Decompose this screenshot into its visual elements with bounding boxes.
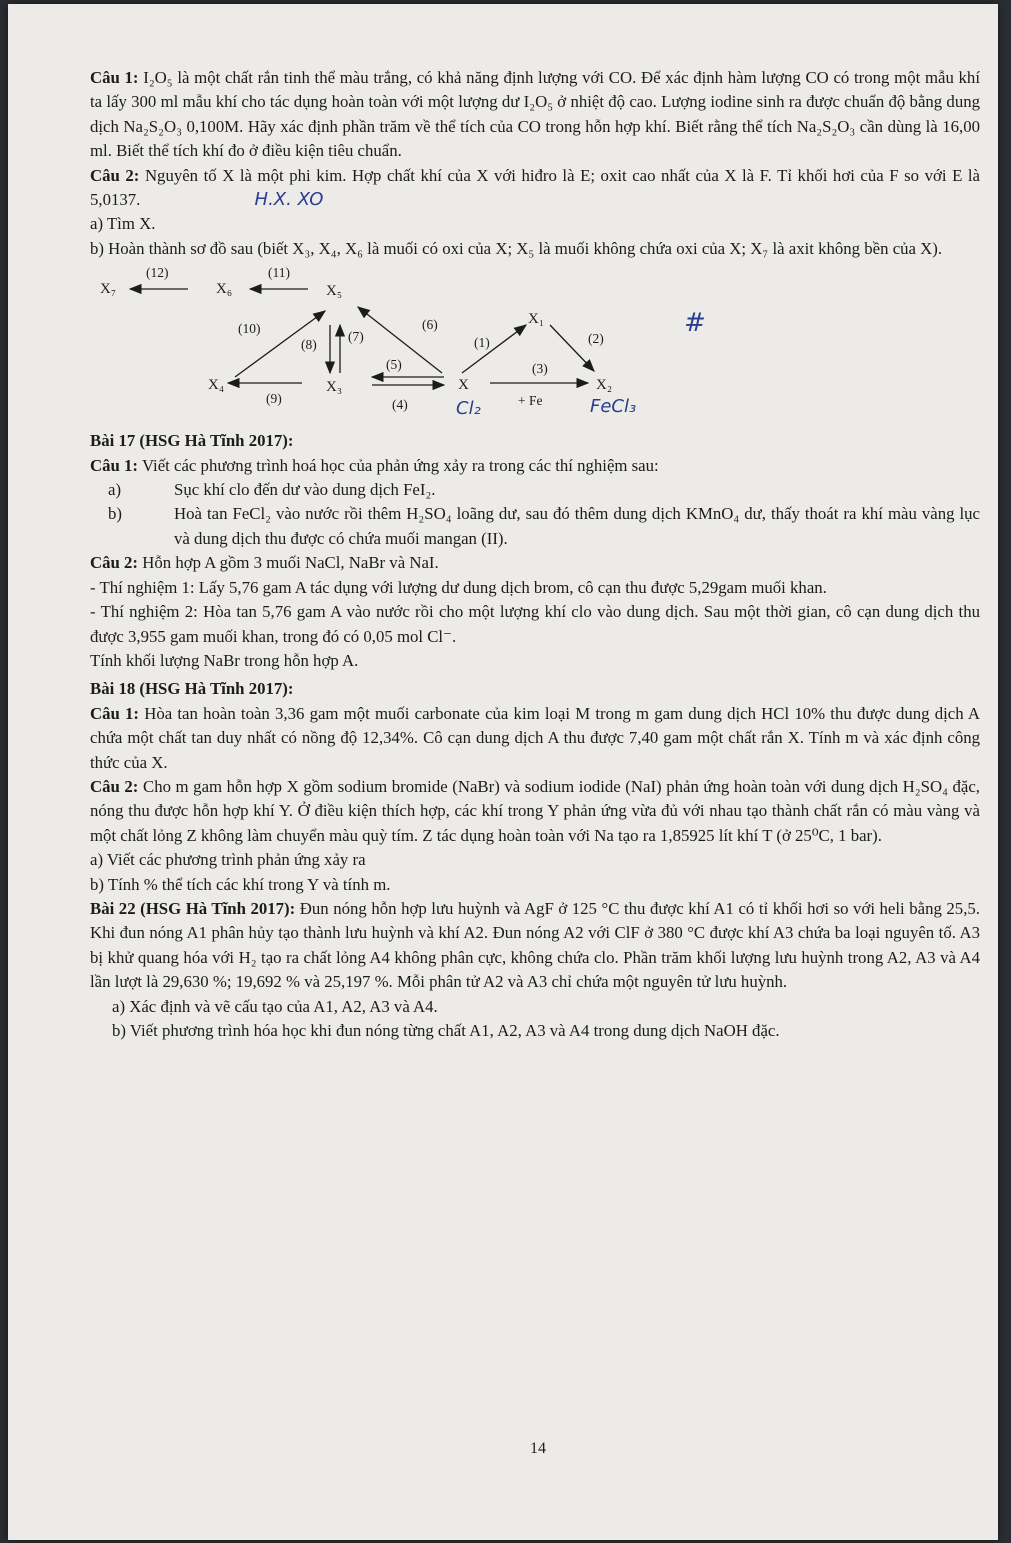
step-6: (6) [422,317,438,333]
step-4: (4) [392,397,408,413]
bai17-experiment-1: - Thí nghiệm 1: Lấy 5,76 gam A tác dụng với lượng dư dung dịch brom, cô cạn thu được 5,29gam muối khan. [90,577,827,597]
bai22-paragraph [90,897,980,995]
bai17-cau2-text: Hỗn hợp A gồm 3 muối NaCl, NaBr và NaI. [142,553,439,573]
step-5: (5) [386,357,402,373]
bai18-cau2 [90,775,980,848]
bai17-cau1-label: Câu 1: [90,455,139,475]
cau1-label: Câu 1: [90,68,139,87]
step-11: (11) [268,265,290,281]
bai18-cau1-text: Hòa tan hoàn toàn 3,36 gam một muối carbonate của kim loại M trong m gam dung dịch HCl 10% thu được dung dịch A chứa một chất tan duy nhất có nồng độ 12,34%. Cô cạn dung dịch A thu được 7,40 gam một chất rắn X. Tính m và xác định công thức của X. [90,703,980,772]
step-2: (2) [588,331,604,347]
node-x3: X₃ [326,379,343,396]
bai17-title: Bài 17 (HSG Hà Tĩnh 2017): [90,431,294,451]
bai17-experiment-2: - Thí nghiệm 2: Hòa tan 5,76 gam A vào nước rồi cho một lượng khí clo vào dung dịch. Sau một thời gian, cô cạn dung dịch thu được 3,955 gam muối khan, trong đó có 0,05 mol Cl⁻. [90,602,980,646]
node-x2: X₂ [596,377,613,394]
bai18-cau1-label: Câu 1: [90,703,140,723]
bai17-cau2-label: Câu 2: [90,553,139,573]
handwritten-fecl3: FeCl₃ [590,396,637,418]
bai18-cau2-label: Câu 2: [90,776,139,796]
bai22-part-a: a) Xác định và vẽ cấu tạo của A1, A2, A3 và A4. [112,996,438,1016]
bai17-cau1-text: Viết các phương trình hoá học của phản ứng xảy ra trong các thí nghiệm sau: [141,455,659,475]
bai22-part-b: b) Viết phương trình hóa học khi đun nóng từng chất A1, A2, A3 và A4 trong dung dịch NaOH đặc. [112,1021,780,1040]
handwritten-hash: # [684,308,706,339]
item-label: b) [108,504,122,524]
handwritten-cl2: Cl₂ [456,398,481,420]
cau2-part-b: b) Hoàn thành sơ đồ sau (biết X₃, X₄, X₆ là muối có oxi của X; X₅ là muối không chứa oxi của X; X₇ là axit không bền của X). [90,238,943,258]
node-x: X [458,377,469,394]
step-12: (12) [146,265,169,281]
cau2-paragraph [90,164,980,213]
node-x7: X₇ [100,281,117,298]
node-x4: X₄ [208,377,225,394]
step-7: (7) [348,329,364,345]
bai18-cau1 [90,702,980,775]
cau2-part-a: a) Tìm X. [90,214,156,234]
bai17-cau1 [90,454,980,478]
document-page [8,4,998,1540]
node-x1: X₁ [528,311,545,328]
item-text: Hoà tan FeCl₂ vào nước rồi thêm H₂SO₄ loãng dư, sau đó thêm dung dịch KMnO₄ dư, thấy thoát ra khí màu vàng lục và dung dịch thu được có chứa muối mangan (II). [174,504,980,548]
step-3: (3) [532,361,548,377]
step-1: (1) [474,335,490,351]
step-8: (8) [301,337,317,353]
item-label: a) [108,480,122,500]
bai22-text: Đun nóng hỗn hợp lưu huỳnh và AgF ở 125 °C thu được khí A1 có tỉ khối hơi so với heli bằng 25,5. Khi đun nóng A1 phân hủy tạo thành lưu huỳnh và khí A2. Đun nóng A2 với ClF ở 380 °C được khí A3 chứa ba loại nguyên tố. A3 bị khử quang hóa với H₂ tạo ra chất lỏng A4 không phân cực, không chứa clo. Phần trăm khối lượng lưu huỳnh trong A2, A3 và A4 lần lượt là 29,630 %; 19,692 % và 25,197 %. Mỗi phân tử A2 và A3 chỉ chứa một nguyên tử lưu huỳnh. [90,898,980,992]
cau2-text: Nguyên tố X là một phi kim. Hợp chất khí của X với hiđro là E; oxit cao nhất của X là F. Tỉ khối hơi của F so với E là 5,0137. [90,165,980,210]
page-content [90,66,980,1043]
cau1-paragraph [90,66,980,164]
bai18-part-a: a) Viết các phương trình phản ứng xảy ra [90,850,366,870]
bai17-item-a [90,478,980,502]
handwritten-note: H.X. XO [254,189,324,211]
cau1-text: I₂O₅ là một chất rắn tinh thể màu trắng, có khả năng định lượng với CO. Để xác định hàm lượng CO có trong một mẫu khí ta lấy 300 ml mẫu khí cho tác dụng hoàn toàn với một lượng dư I₂O₅ ở nhiệt độ cao. Lượng iodine sinh ra được chuẩn độ bằng dung dịch Na₂S₂O₃ 0,100M. Hãy xác định phần trăm về thể tích của CO trong hỗn hợp khí. Biết rằng thể tích Na₂S₂O₃ cần dùng là 16,00 ml. Biết thể tích khí đo ở điều kiện tiêu chuẩn. [90,68,980,161]
bai18-cau2-text: Cho m gam hỗn hợp X gồm sodium bromide (NaBr) và sodium iodide (NaI) phản ứng hoàn toàn với dung dịch H₂SO₄ đặc, nóng thu được hỗn hợp khí Y. Ở điều kiện thích hợp, các khí trong Y phản ứng vừa đủ với nhau tạo thành chất rắn có màu vàng và một chất lỏng Z không làm chuyển màu quỳ tím. Z tác dụng hoàn toàn với Na tạo ra 1,85925 lít khí T (ở 25⁰C, 1 bar). [90,776,980,845]
reaction-scheme [90,265,730,425]
bai18-part-b: b) Tính % thể tích các khí trong Y và tính m. [90,874,391,894]
bai17-item-b [90,502,980,551]
step-9: (9) [266,391,282,407]
node-x6: X₆ [216,281,233,298]
node-x5: X₅ [326,283,343,300]
bai18-title: Bài 18 (HSG Hà Tĩnh 2017): [90,679,294,699]
arrow-1 [462,325,526,373]
item-text: Sục khí clo đến dư vào dung dịch FeI₂. [174,480,436,500]
bai22-title: Bài 22 (HSG Hà Tĩnh 2017): [90,898,296,918]
step-10: (10) [238,321,261,337]
bai17-question: Tính khối lượng NaBr trong hỗn hợp A. [90,650,359,670]
fe-reagent: + Fe [518,393,543,409]
page-number: 14 [530,1440,546,1457]
bai17-cau2 [90,551,980,575]
cau2-label: Câu 2: [90,165,140,185]
